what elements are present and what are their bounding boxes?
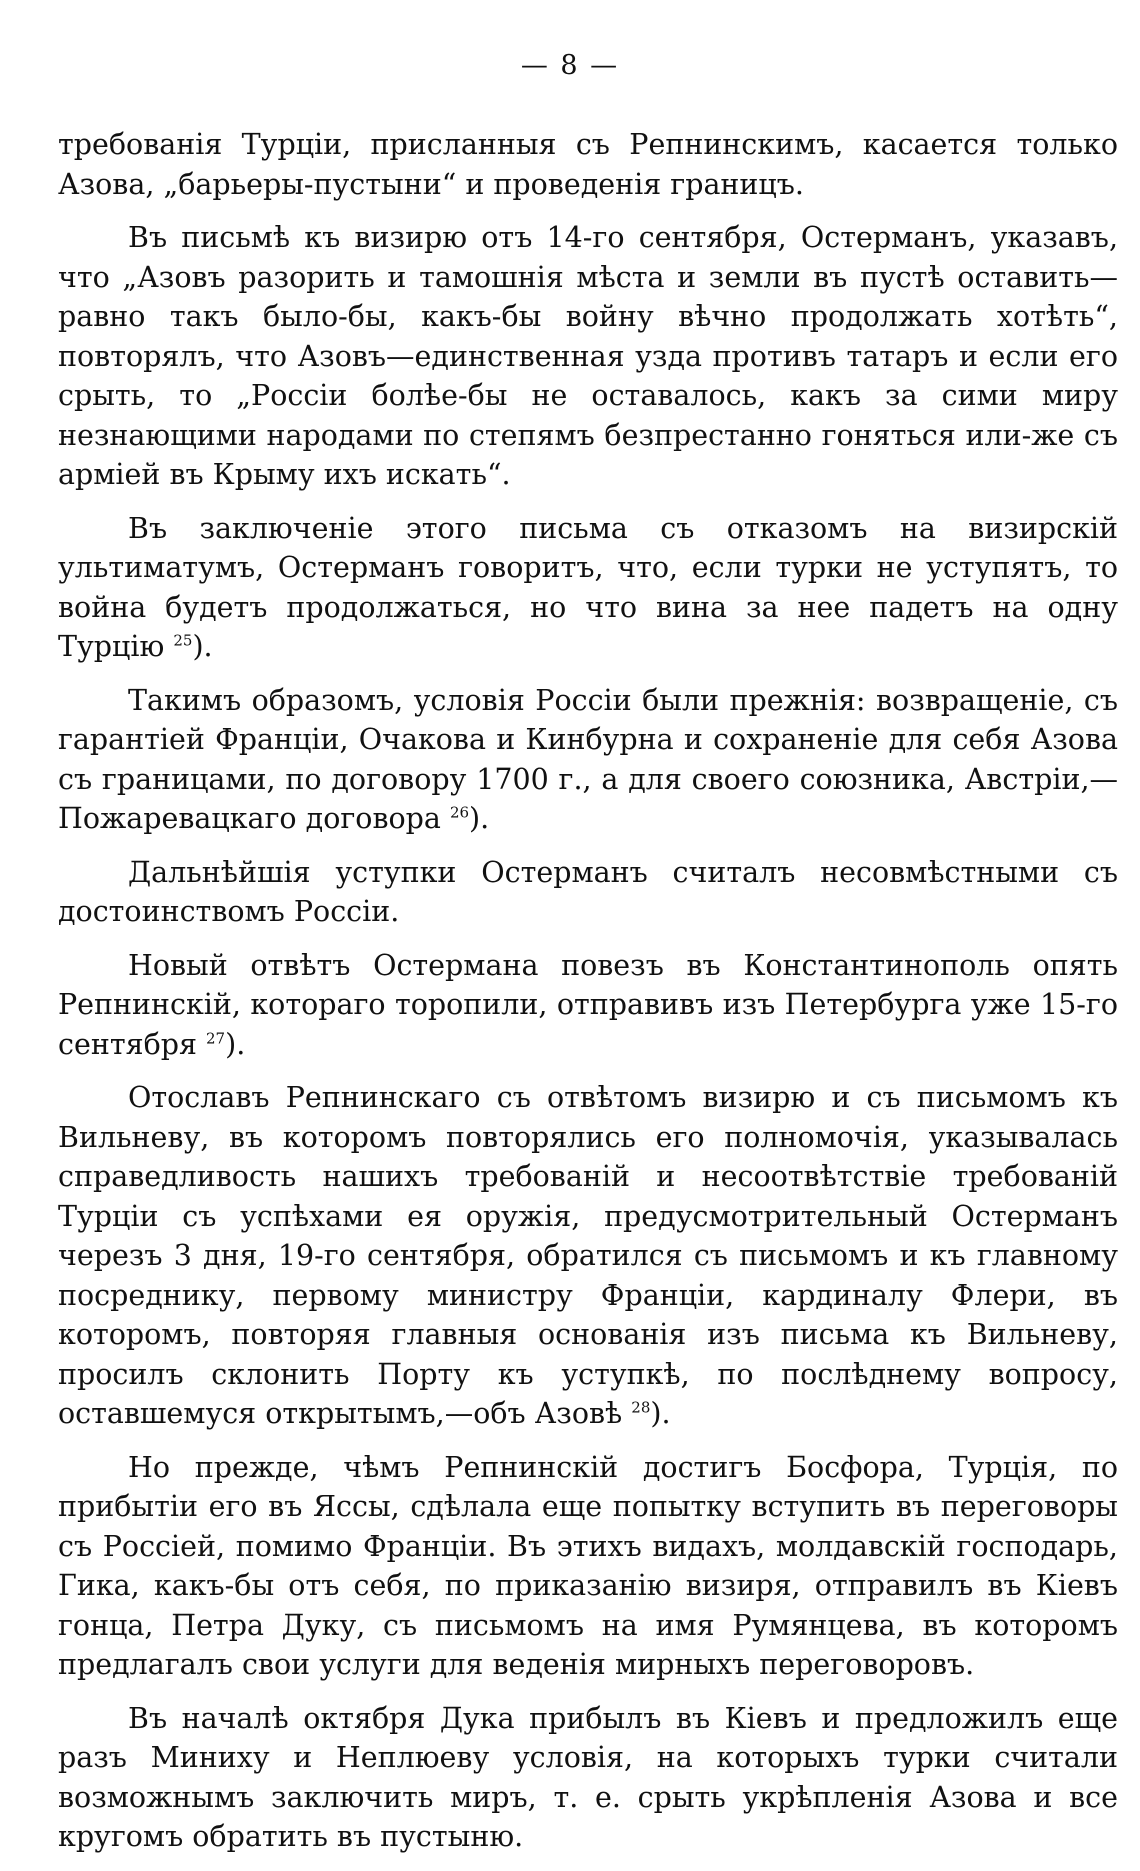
footnote-marker: 28 [631,1398,651,1417]
paragraph: Отославъ Репнинскаго съ отвѣтомъ визирю и съ письмомъ къ Вильневу, въ которомъ повторялись его полномочія, указывалась справедливость нашихъ требованій и несоотвѣтствіе требованій Турціи съ успѣхами ея оружія, предусмотрительный Остерманъ черезъ 3 дня, 19-го сентября, обратился съ письмомъ и къ главному посреднику, первому министру Франціи, кардиналу Флери, въ которомъ, повторяя главныя основанія изъ письма къ Вильневу, просилъ склонить Порту къ уступкѣ, по послѣднему вопросу, оставшемуся открытымъ,—объ Азовѣ $^{28}$). [58,1081,1118,1430]
paragraph: Такимъ образомъ, условія Россіи были прежнія: возвращеніе, съ гарантіей Франціи, Очакова и Кинбурна и сохраненіе для себя Азова съ границами, по договору 1700 г., а для своего союзника, Австріи,— Пожаревацкаго договора $^{26}$). [58,683,1118,835]
footnote-marker: 26 [449,803,470,822]
paragraph: Новый отвѣтъ Остермана повезъ въ Константинополь опять Репнинскій, котораго торопили, отправивъ изъ Петербурга уже 15-го сентября $^{27}$). [58,948,1118,1061]
paragraph: Въ заключеніе этого письма съ отказомъ на визирскій ультиматумъ, Остерманъ говоритъ, что, если турки не уступятъ, то война будетъ продолжаться, но что вина за нее падетъ на одну Турцію $^{25}$). [58,511,1118,663]
paragraph: требованія Турціи, присланныя съ Репнинскимъ, касается только Азова, „барьеры-пустыни“ и проведенія границъ. [58,128,1118,201]
footnote-marker: 27 [206,1029,226,1047]
footnote-marker: 25 [173,631,193,650]
paragraph: Въ письмѣ къ визирю отъ 14-го сентября, Остерманъ, указавъ, что „Азовъ разорить и тамошнія мѣста и земли въ пустѣ оставить— равно такъ было-бы, какъ-бы войну вѣчно продолжать хотѣть“, повторялъ, что Азовъ—единственная узда противъ татаръ и если его срыть, то „Россіи болѣе-бы не оставалось, какъ за сими миру незнающими народами по степямъ безпрестанно гоняться или-же съ арміей въ Крыму ихъ искать“. [58,221,1118,491]
page-number: — 8 — [520,50,620,81]
paragraph: Но прежде, чѣмъ Репнинскій достигъ Босфора, Турція, по прибытіи его въ Яссы, сдѣлала еще попытку вступить въ переговоры съ Россіей, помимо Франціи. Въ этихъ видахъ, молдавскій господарь, Гика, какъ-бы отъ себя, по приказанію визиря, отправилъ въ Кіевъ гонца, Петра Дуку, съ письмомъ на имя Румянцева, въ которомъ предлагалъ свои услуги для веденія мирныхъ переговоровъ. [58,1450,1118,1681]
paragraph: Дальнѣйшія уступки Остерманъ считалъ несовмѣстными съ достоинствомъ Россіи. [58,855,1118,928]
body-text [58,125,1118,1871]
paragraph: Въ началѣ октября Дука прибылъ въ Кіевъ и предложилъ еще разъ Миниху и Неплюеву условія, на которыхъ турки считали возможнымъ заключить миръ, т. е. срыть укрѣпленія Азова и все кругомъ обратить въ пустыню. [58,1701,1118,1853]
